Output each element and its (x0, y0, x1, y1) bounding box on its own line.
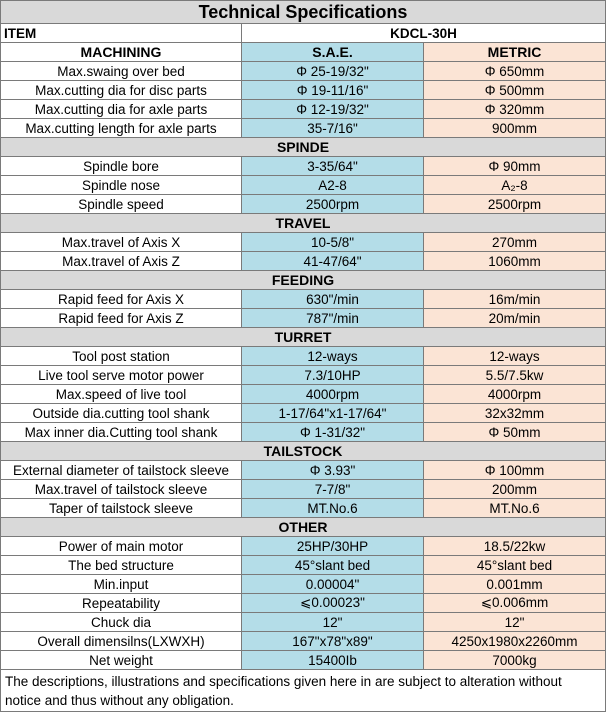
section-header: SPINDE (0, 138, 606, 157)
metric-value: A₂-8 (424, 176, 606, 194)
sae-value: 10-5/8" (242, 233, 424, 251)
metric-value: 0.001mm (424, 575, 606, 593)
metric-value: ⩽0.006mm (424, 594, 606, 612)
sae-value: 0.00004" (242, 575, 424, 593)
spec-name: Max.travel of Axis Z (0, 252, 242, 270)
spec-row (0, 100, 606, 119)
metric-value: 16m/min (424, 290, 606, 308)
sae-value: ⩽0.00023" (242, 594, 424, 612)
sae-value: 15400Ib (242, 651, 424, 669)
metric-value: 12" (424, 613, 606, 631)
spec-name: Spindle nose (0, 176, 242, 194)
metric-value: Φ 500mm (424, 81, 606, 99)
sae-value: 3-35/64" (242, 157, 424, 175)
spec-body (0, 62, 606, 670)
spec-row (0, 404, 606, 423)
item-row (0, 24, 606, 43)
metric-value: Φ 90mm (424, 157, 606, 175)
spec-row (0, 423, 606, 442)
spec-row (0, 176, 606, 195)
sae-value: MT.No.6 (242, 499, 424, 517)
sae-value: A2-8 (242, 176, 424, 194)
metric-value: MT.No.6 (424, 499, 606, 517)
spec-row (0, 252, 606, 271)
sae-value: 41-47/64" (242, 252, 424, 270)
spec-row (0, 537, 606, 556)
item-label: ITEM (0, 24, 242, 42)
disclaimer-note: The descriptions, illustrations and specifications given here in are subject to alteration without notice and thus without any obligation. (0, 670, 606, 712)
spec-name: External diameter of tailstock sleeve (0, 461, 242, 479)
spec-name: Chuck dia (0, 613, 242, 631)
sae-value: 35-7/16" (242, 119, 424, 137)
metric-value: 18.5/22kw (424, 537, 606, 555)
spec-name: Max.swaing over bed (0, 62, 242, 80)
metric-value: 12-ways (424, 347, 606, 365)
sae-value: 167"x78"x89" (242, 632, 424, 650)
metric-value: Φ 100mm (424, 461, 606, 479)
sae-value: 12-ways (242, 347, 424, 365)
spec-row (0, 347, 606, 366)
spec-name: Max.cutting dia for disc parts (0, 81, 242, 99)
spec-name: Tool post station (0, 347, 242, 365)
spec-name: Outside dia.cutting tool shank (0, 404, 242, 422)
spec-name: Overall dimensilns(LXWXH) (0, 632, 242, 650)
spec-row (0, 233, 606, 252)
metric-value: 4250x1980x2260mm (424, 632, 606, 650)
page-title: Technical Specifications (0, 0, 606, 24)
spec-row (0, 632, 606, 651)
sae-value: 7-7/8" (242, 480, 424, 498)
metric-value: 4000rpm (424, 385, 606, 403)
metric-value: 45°slant bed (424, 556, 606, 574)
sae-value: 7.3/10HP (242, 366, 424, 384)
spec-name: Repeatability (0, 594, 242, 612)
spec-name: Live tool serve motor power (0, 366, 242, 384)
spec-row (0, 651, 606, 670)
spec-name: Spindle speed (0, 195, 242, 213)
spec-name: Max.travel of tailstock sleeve (0, 480, 242, 498)
sae-value: 1-17/64"x1-17/64" (242, 404, 424, 422)
spec-name: Power of main motor (0, 537, 242, 555)
spec-row (0, 366, 606, 385)
spec-row (0, 119, 606, 138)
spec-name: Rapid feed for Axis X (0, 290, 242, 308)
sae-value: 630"/min (242, 290, 424, 308)
sae-value: 12" (242, 613, 424, 631)
model-name: KDCL-30H (242, 24, 606, 42)
section-header: TURRET (0, 328, 606, 347)
spec-row (0, 575, 606, 594)
metric-value: 2500rpm (424, 195, 606, 213)
spec-row (0, 290, 606, 309)
metric-value: 5.5/7.5kw (424, 366, 606, 384)
spec-name: Max.speed of live tool (0, 385, 242, 403)
metric-value: Φ 50mm (424, 423, 606, 441)
section-header: TAILSTOCK (0, 442, 606, 461)
spec-row (0, 157, 606, 176)
spec-row (0, 309, 606, 328)
header-machining: MACHINING (0, 43, 242, 61)
metric-value: 900mm (424, 119, 606, 137)
spec-row (0, 81, 606, 100)
sae-value: Φ 1-31/32" (242, 423, 424, 441)
sae-value: Φ 19-11/16" (242, 81, 424, 99)
spec-row (0, 594, 606, 613)
section-header: TRAVEL (0, 214, 606, 233)
spec-row (0, 461, 606, 480)
spec-name: Rapid feed for Axis Z (0, 309, 242, 327)
metric-value: Φ 320mm (424, 100, 606, 118)
metric-value: Φ 650mm (424, 62, 606, 80)
spec-row (0, 556, 606, 575)
spec-name: Max.cutting dia for axle parts (0, 100, 242, 118)
section-header: OTHER (0, 518, 606, 537)
sae-value: 25HP/30HP (242, 537, 424, 555)
spec-name: Taper of tailstock sleeve (0, 499, 242, 517)
sae-value: 4000rpm (242, 385, 424, 403)
metric-value: 20m/min (424, 309, 606, 327)
metric-value: 32x32mm (424, 404, 606, 422)
spec-name: The bed structure (0, 556, 242, 574)
spec-name: Net weight (0, 651, 242, 669)
sae-value: Φ 12-19/32" (242, 100, 424, 118)
sae-value: Φ 3.93" (242, 461, 424, 479)
column-header-row (0, 43, 606, 62)
sae-value: Φ 25-19/32" (242, 62, 424, 80)
spec-row (0, 385, 606, 404)
metric-value: 200mm (424, 480, 606, 498)
section-header: FEEDING (0, 271, 606, 290)
spec-name: Spindle bore (0, 157, 242, 175)
spec-row (0, 480, 606, 499)
sae-value: 787"/min (242, 309, 424, 327)
spec-row (0, 62, 606, 81)
spec-row (0, 499, 606, 518)
spec-row (0, 613, 606, 632)
metric-value: 270mm (424, 233, 606, 251)
spec-name: Max.cutting length for axle parts (0, 119, 242, 137)
spec-name: Max.travel of Axis X (0, 233, 242, 251)
spec-name: Max inner dia.Cutting tool shank (0, 423, 242, 441)
metric-value: 7000kg (424, 651, 606, 669)
spec-row (0, 195, 606, 214)
spec-name: Min.input (0, 575, 242, 593)
header-sae: S.A.E. (242, 43, 424, 61)
metric-value: 1060mm (424, 252, 606, 270)
sae-value: 2500rpm (242, 195, 424, 213)
sae-value: 45°slant bed (242, 556, 424, 574)
header-metric: METRIC (424, 43, 606, 61)
